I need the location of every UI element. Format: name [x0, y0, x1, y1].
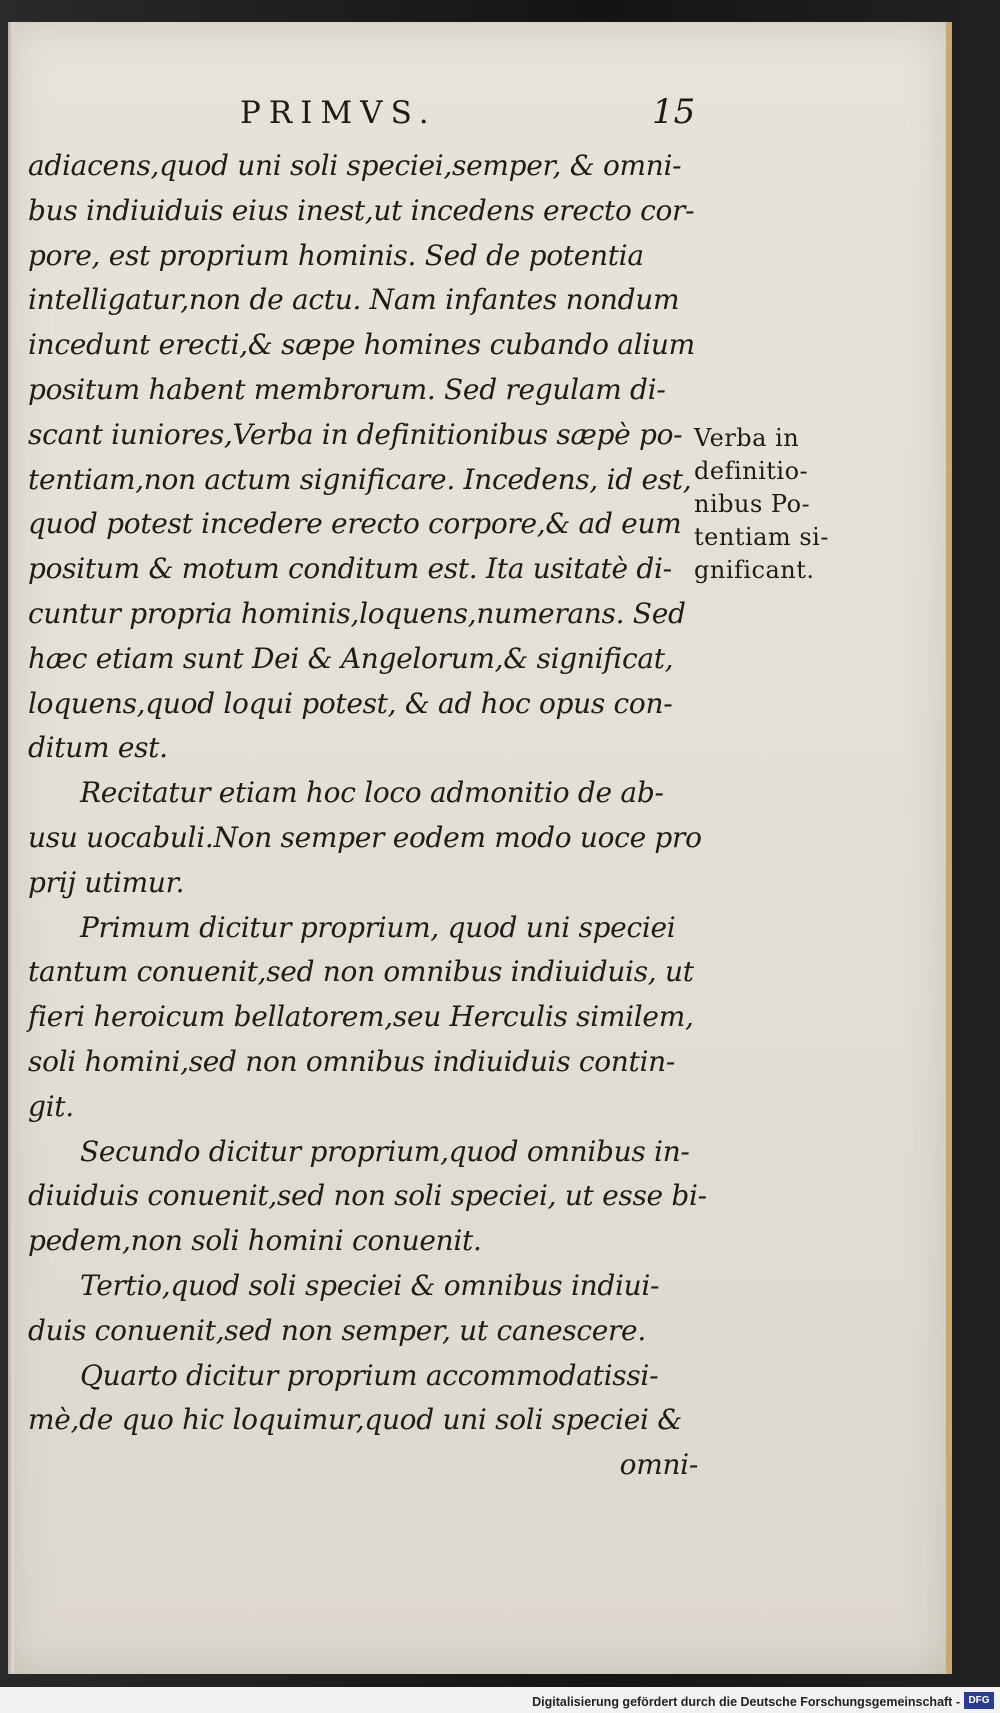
text-line: loquens,quod loqui potest, & ad hoc opus con-: [28, 686, 673, 720]
text-line: Recitatur etiam hoc loco admonitio de ab-: [80, 776, 664, 810]
marginal-note-line: nibus Po-: [694, 490, 811, 518]
text-line: tantum conuenit,sed non omnibus indiuiduis, ut: [28, 955, 694, 989]
text-line: positum & motum conditum est. Ita usitatè di-: [28, 552, 672, 586]
text-line: incedunt erecti,& sæpe homines cubando alium: [28, 328, 695, 362]
text-line: pore, est proprium hominis. Sed de potentia: [28, 238, 644, 272]
marginal-note-line: gnificant.: [694, 556, 815, 584]
text-line: Secundo dicitur proprium,quod omnibus in-: [80, 1134, 690, 1168]
digitization-credit: Digitalisierung gefördert durch die Deutsche Forschungsgemeinschaft -: [532, 1695, 960, 1709]
running-head: PRIMVS.: [240, 95, 437, 131]
text-line: tentiam,non actum significare. Incedens, id est,: [28, 462, 692, 496]
text-line: prij utimur.: [28, 865, 185, 899]
text-line: quod potest incedere erecto corpore,& ad eum: [28, 507, 682, 541]
marginal-note-line: definitio-: [694, 457, 809, 485]
text-line: mè,de quo hic loquimur,quod uni soli speciei &: [28, 1403, 682, 1437]
marginal-note-line: Verba in: [694, 424, 800, 452]
text-line: cuntur propria hominis,loquens,numerans. Sed: [28, 596, 686, 630]
page-edge: [8, 22, 14, 1674]
text-line: Primum dicitur proprium, quod uni speciei: [80, 910, 676, 944]
text-line: ditum est.: [28, 731, 168, 765]
text-line: pedem,non soli homini conuenit.: [28, 1224, 482, 1258]
body-text: [28, 144, 707, 1488]
text-line: fieri heroicum bellatorem,seu Herculis similem,: [28, 1000, 694, 1034]
page-number: 15: [652, 92, 696, 132]
text-line: bus indiuiduis eius inest,ut incedens erecto cor-: [28, 193, 695, 227]
text-line: scant iuniores,Verba in definitionibus sæpè po-: [28, 417, 683, 451]
catchword: omni-: [619, 1448, 698, 1482]
text-line: adiacens,quod uni soli speciei,semper, & omni-: [28, 149, 682, 182]
text-line: hæc etiam sunt Dei & Angelorum,& significat,: [28, 641, 674, 675]
digitization-credit-bar: [0, 1687, 1000, 1713]
text-line: intelligatur,non de actu. Nam infantes nondum: [28, 283, 680, 317]
text-line: diuiduis conuenit,sed non soli speciei, ut esse bi-: [28, 1179, 707, 1213]
text-line: git.: [28, 1089, 74, 1123]
dfg-logo-icon: DFG: [964, 1692, 994, 1709]
text-line: positum habent membrorum. Sed regulam di-: [28, 372, 666, 406]
text-line: Quarto dicitur proprium accommodatissi-: [80, 1358, 659, 1392]
text-line: Tertio,quod soli speciei & omnibus indiui-: [80, 1268, 660, 1302]
marginal-note-line: tentiam si-: [694, 523, 829, 551]
marginal-note: [694, 422, 904, 587]
text-line: duis conuenit,sed non semper, ut canescere.: [28, 1313, 646, 1347]
text-line: usu uocabuli.Non semper eodem modo uoce pro: [28, 820, 702, 854]
text-line: soli homini,sed non omnibus indiuiduis contin-: [28, 1044, 676, 1078]
